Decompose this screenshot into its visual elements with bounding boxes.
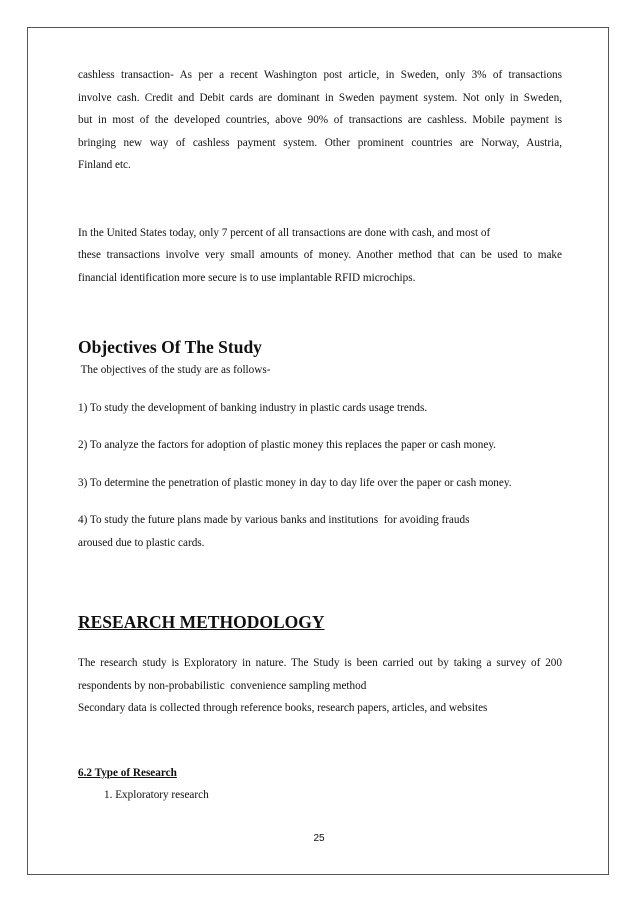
text-line: respondents by non-probabilistic convenience sampling method (78, 679, 367, 692)
text-line: Finland etc. (78, 159, 131, 171)
page-content (78, 64, 562, 807)
paragraph-united-states (78, 222, 562, 290)
type-of-research-heading: 6.2 Type of Research (78, 766, 177, 779)
research-type-item: 1. Exploratory research (104, 789, 209, 801)
objective-item: 4) To study the future plans made by various banks and institutions for avoiding frauds (78, 514, 470, 526)
text-line: bringing new way of cashless payment system. Other prominent countries are Norway, Austria, (78, 136, 562, 149)
text-line: In the United States today, only 7 percent of all transactions are done with cash, and most of (78, 226, 491, 239)
page-number: 25 (313, 833, 325, 844)
objectives-heading: Objectives Of The Study (78, 337, 262, 357)
paragraph-research (78, 652, 562, 720)
text-line: Secondary data is collected through reference books, research papers, articles, and websites (78, 702, 488, 714)
objective-item: 3) To determine the penetration of plastic money in day to day life over the paper or cash money. (78, 476, 512, 489)
objective-item: 2) To analyze the factors for adoption of plastic money this replaces the paper or cash money. (78, 439, 496, 451)
text-line: but in most of the developed countries, above 90% of transactions are cashless. Mobile payment is (78, 114, 562, 126)
paragraph-cashless (78, 64, 562, 177)
text-line: involve cash. Credit and Debit cards are dominant in Sweden payment system. Not only in Sweden, (78, 91, 562, 104)
text-line: financial identification more secure is to use implantable RFID microchips. (78, 271, 416, 284)
objective-item: 1) To study the development of banking industry in plastic cards usage trends. (78, 401, 428, 414)
objectives-intro: The objectives of the study are as follows- (78, 364, 271, 376)
text-line: these transactions involve very small amounts of money. Another method that can be used to make (78, 249, 562, 261)
text-line: cashless transaction- As per a recent Washington post article, in Sweden, only 3% of transactions (78, 69, 562, 81)
objective-item-continuation: aroused due to plastic cards. (78, 536, 205, 549)
text-line: The research study is Exploratory in nature. The Study is been carried out by taking a survey of 200 (78, 657, 562, 669)
research-methodology-heading: RESEARCH METHODOLOGY (78, 612, 325, 632)
